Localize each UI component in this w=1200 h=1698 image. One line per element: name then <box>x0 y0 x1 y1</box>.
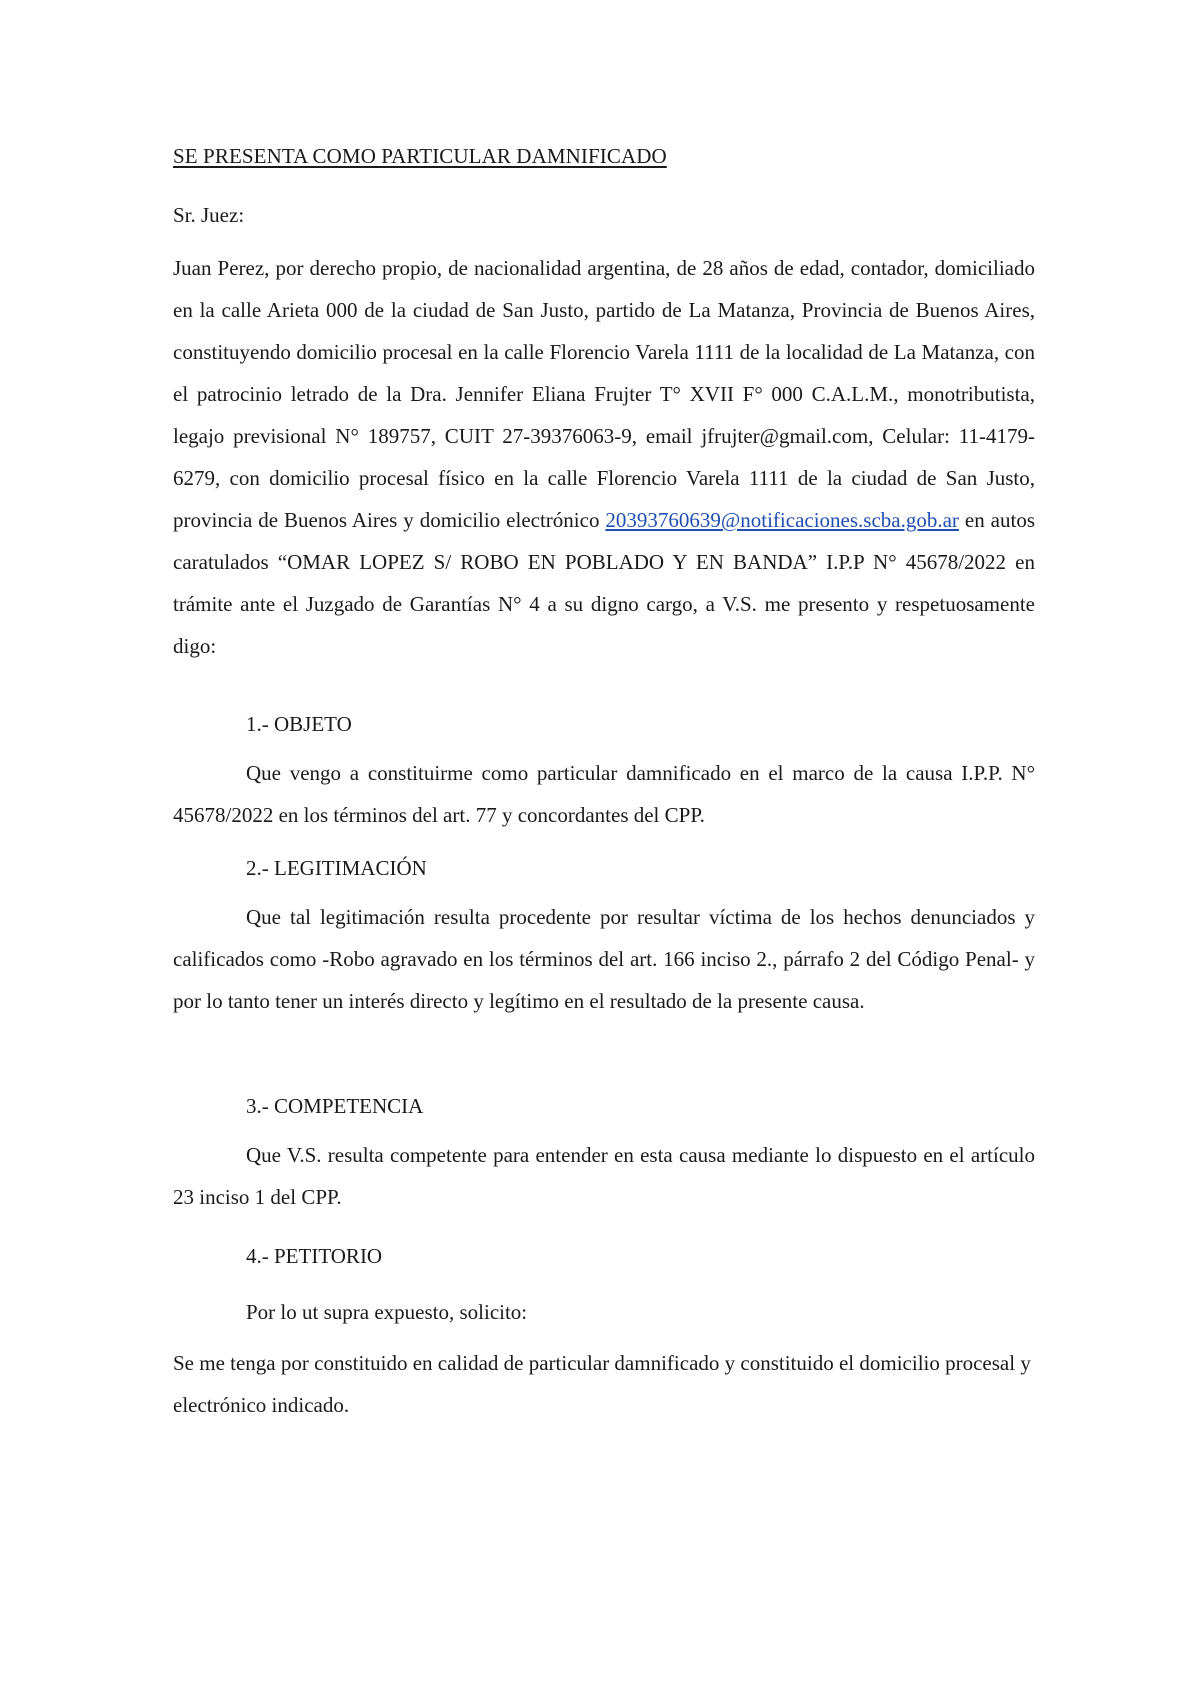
greeting: Sr. Juez: <box>173 203 245 227</box>
section-body-petitorio: Por lo ut supra expuesto, solicito: <box>246 1300 528 1324</box>
intro-text-after-link: en autos caratulados “OMAR LOPEZ S/ ROBO EN POBLADO Y EN BANDA” I.P.P N° 45678/2022 en trámite ante el Juzgado de Garantías N° 4 a su digno cargo, a V.S. me presento y respetuosamente digo: <box>173 508 1035 658</box>
section-heading-competencia: 3.- COMPETENCIA <box>246 1094 424 1118</box>
document-title: SE PRESENTA COMO PARTICULAR DAMNIFICADO <box>173 144 667 168</box>
section-body-legitimacion: Que tal legitimación resulta procedente por resultar víctima de los hechos denunciados y calificados como -Robo agravado en los términos del art. 166 inciso 2., párrafo 2 del Código Penal- y por lo tanto tener un interés directo y legítimo en el resultado de la presente causa. <box>173 905 1035 1013</box>
section-heading-petitorio: 4.- PETITORIO <box>246 1244 383 1268</box>
section-heading-legitimacion: 2.- LEGITIMACIÓN <box>246 856 427 880</box>
intro-paragraph <box>173 247 1035 667</box>
electronic-domicile-link[interactable]: 20393760639@notificaciones.scba.gob.ar <box>605 508 959 532</box>
section-body-objeto: Que vengo a constituirme como particular damnificado en el marco de la causa I.P.P. N° 45678/2022 en los términos del art. 77 y concordantes del CPP. <box>173 761 1035 827</box>
document-page <box>173 0 1035 1698</box>
section-heading-objeto: 1.- OBJETO <box>246 712 352 736</box>
closing-paragraph: Se me tenga por constituido en calidad de particular damnificado y constituido el domicilio procesal y electrónico indicado. <box>173 1351 1031 1417</box>
section-body-competencia: Que V.S. resulta competente para entender en esta causa mediante lo dispuesto en el artículo 23 inciso 1 del CPP. <box>173 1143 1035 1209</box>
intro-text-before-link: Juan Perez, por derecho propio, de nacionalidad argentina, de 28 años de edad, contador, domiciliado en la calle Arieta 000 de la ciudad de San Justo, partido de La Matanza, Provincia de Buenos Aires, constituyendo domicilio procesal en la calle Florencio Varela 1111 de la localidad de La Matanza, con el patrocinio letrado de la Dra. Jennifer Eliana Frujter T° XVII F° 000 C.A.L.M., monotributista, legajo previsional N° 189757, CUIT 27-39376063-9, email jfrujter@gmail.com, Celular: 11-4179-6279, con domicilio procesal físico en la calle Florencio Varela 1111 de la ciudad de San Justo, provincia de Buenos Aires y domicilio electrónico <box>173 256 1035 532</box>
